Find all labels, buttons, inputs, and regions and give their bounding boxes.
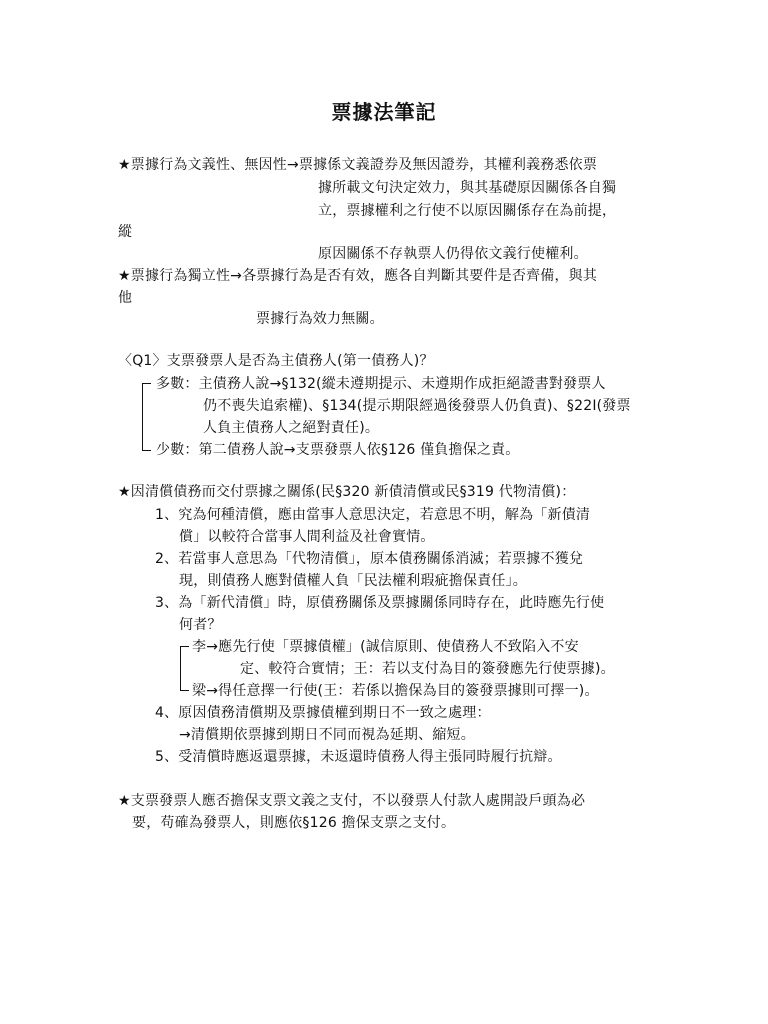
s4-line-1: ★支票發票人應否擔保支票文義之支付，不以發票人付款人處開設戶頭為必 (118, 793, 586, 809)
s3-brace-top (180, 646, 189, 659)
q1-brace-top (142, 383, 151, 396)
s3-item-2-line-1: 2、若當事人意思為「代物清償」，原本債務關係消滅；若票據不獲兌 (155, 551, 584, 567)
s3-item-3-line-1: 3、為「新代清償」時，原債務關係及票據關係同時存在，此時應先行使 (155, 595, 605, 611)
q1-majority-line-1: 多數：主債務人說→§132(縱未遵期提示、未遵期作成拒絕證書對發票人 (156, 376, 606, 392)
s3-heading: ★因清償債務而交付票據之關係(民§320 新債清償或民§319 代物清償)： (118, 484, 576, 500)
page-title: 票據法筆記 (331, 100, 437, 124)
s3-item-2-line-2: 現，則債務人應對債權人負「民法權利瑕疵擔保責任」。 (179, 573, 527, 589)
s4-line-2: 要，苟確為發票人，則應依§126 擔保支票之支付。 (132, 815, 456, 831)
s2-line-3: 票據行為效力無關。 (256, 311, 384, 327)
s3-li-view-line-2: 定、較符合實情；王：若以支付為目的簽發應先行使票據)。 (240, 661, 615, 677)
q1-minority-line: 少數：第二債務人說→支票發票人依§126 僅負擔保之責。 (156, 442, 520, 458)
s1-line-3: 立，票據權利之行使不以原因關係存在為前提， (318, 203, 617, 219)
q1-majority-line-2: 仍不喪失追索權)、§134(提示期限經過後發票人仍負責)、§22Ⅰ(發票 (203, 398, 631, 414)
s1-line-2: 據所載文句決定效力，與其基礎原因關係各自獨 (318, 180, 617, 196)
s3-item-1-line-1: 1、究為何種清償，應由當事人意思決定，若意思不明，解為「新債清 (155, 507, 591, 523)
q1-brace-mid (142, 395, 143, 445)
q1-majority-line-3: 人負主債務人之絕對責任)。 (203, 420, 380, 436)
s2-line-2: 他 (118, 290, 133, 306)
s3-item-1-line-2: 償」以較符合當事人間利益及社會實情。 (179, 529, 435, 545)
s3-brace-mid (180, 658, 181, 680)
s3-item-3-line-2: 何者？ (179, 617, 222, 633)
s3-item-4-line-2: →清償期依票據到期日不同而視為延期、縮短。 (179, 727, 475, 743)
q1-question: 〈Q1〉支票發票人是否為主債務人(第一債務人)？ (118, 353, 434, 369)
s2-line-1: ★票據行為獨立性→各票據行為是否有效，應各自判斷其要件是否齊備，與其 (118, 268, 598, 284)
q1-brace-bottom (142, 440, 151, 451)
s3-liang-view: 梁→得任意擇一行使(王：若係以擔保為目的簽發票據則可擇一)。 (192, 683, 599, 699)
s3-li-view-line-1: 李→應先行使「票據債權」(誠信原則、使債務人不致陷入不安 (192, 639, 579, 655)
s3-item-4-line-1: 4、原因債務清償期及票據債權到期日不一致之處理： (155, 705, 491, 721)
s1-line-5: 原因關係不存執票人仍得依文義行使權利。 (318, 246, 588, 262)
s3-brace-bottom (180, 680, 189, 691)
s1-line-1: ★票據行為文義性、無因性→票據係文義證券及無因證券，其權利義務悉依票 (118, 157, 598, 173)
s1-line-4: 縱 (118, 224, 133, 240)
s3-item-5: 5、受清償時應返還票據，未返還時債務人得主張同時履行抗辯。 (155, 749, 562, 765)
